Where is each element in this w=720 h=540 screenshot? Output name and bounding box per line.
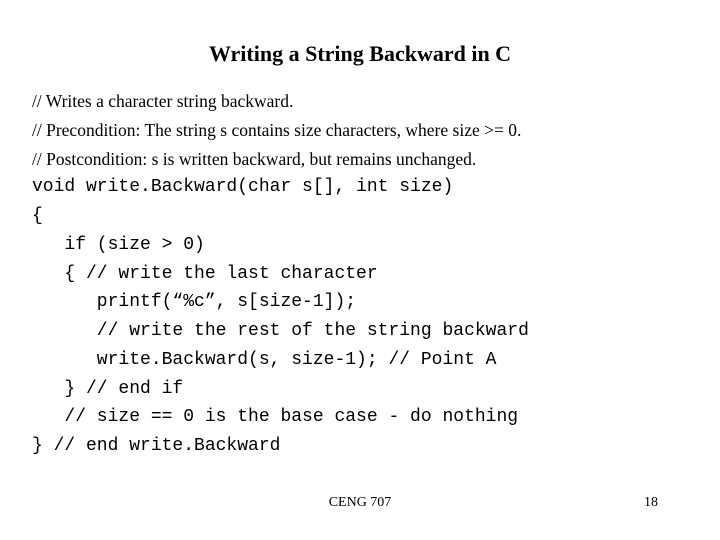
code-line-8: printf(“%c”, s[size-1]); <box>32 292 357 313</box>
slide-title: Writing a String Backward in C <box>208 41 512 66</box>
code-line-1: // Writes a character string backward. <box>32 91 294 111</box>
code-line-6: if (size > 0) <box>32 234 205 255</box>
footer-course-label: CENG 707 <box>328 495 392 510</box>
code-line-12: // size == 0 is the base case - do nothing <box>32 407 519 428</box>
code-line-13: } // end write.Backward <box>32 436 281 456</box>
code-line-5: { <box>32 206 43 226</box>
code-block <box>32 87 702 461</box>
code-line-7: { // write the last character <box>32 263 378 284</box>
code-line-10: write.Backward(s, size-1); // Point A <box>32 349 497 370</box>
page-number: 18 <box>644 495 658 510</box>
code-line-4: void write.Backward(char s[], int size) <box>32 177 454 198</box>
code-line-3: // Postcondition: s is written backward, but remains unchanged. <box>32 148 477 169</box>
code-line-2: // Precondition: The string s contains size characters, where size >= 0. <box>32 119 522 140</box>
code-line-11: } // end if <box>32 378 184 399</box>
code-line-9: // write the rest of the string backward <box>32 321 529 341</box>
